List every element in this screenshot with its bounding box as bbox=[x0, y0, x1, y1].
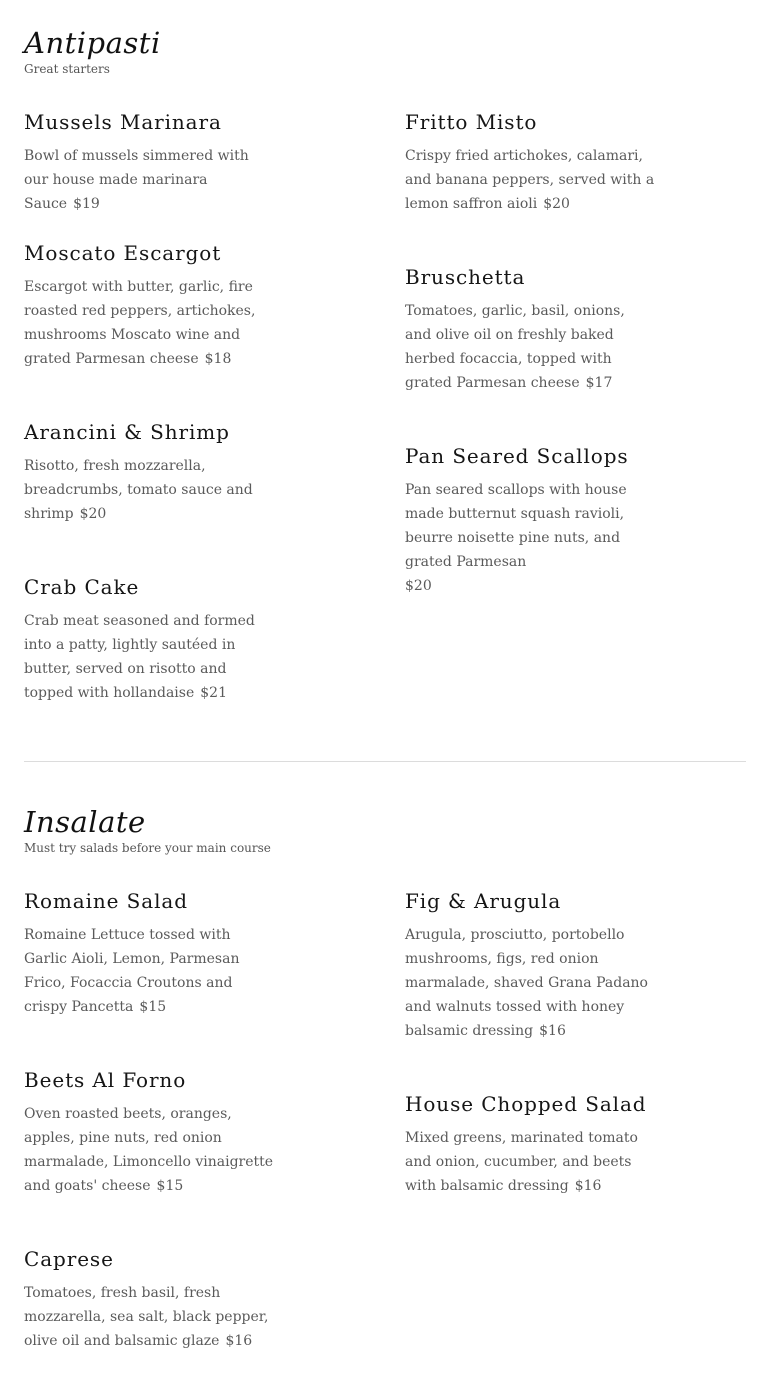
item-name: Fig & Arugula bbox=[405, 889, 562, 913]
item-price: $19 bbox=[73, 196, 100, 212]
item-price: $20 bbox=[405, 578, 432, 594]
item-description: Arugula, prosciutto, portobello mushrooms, figs, red onion marmalade, shaved Grana Padano and walnuts tossed with honey balsamic dressing $16 bbox=[405, 927, 648, 1039]
antipasti-section bbox=[24, 26, 746, 86]
item-description: Romaine Lettuce tossed with Garlic Aioli, Lemon, Parmesan Frico, Focaccia Croutons and crispy Pancetta $15 bbox=[24, 927, 240, 1015]
item-price: $20 bbox=[79, 506, 107, 522]
menu-item bbox=[24, 888, 274, 1019]
item-price: $15 bbox=[139, 999, 167, 1015]
item-name: Moscato Escargot bbox=[24, 241, 222, 265]
item-price: $16 bbox=[539, 1023, 566, 1039]
menu-item bbox=[24, 1246, 274, 1353]
item-description: Crispy fried artichokes, calamari, and banana peppers, served with a lemon saffron aioli $20 bbox=[405, 148, 655, 212]
item-description: Oven roasted beets, oranges, apples, pine nuts, red onion marmalade, Limoncello vinaigrette and goats' cheese $15 bbox=[24, 1106, 274, 1194]
item-name: Fritto Misto bbox=[405, 110, 538, 134]
item-name: Pan Seared Scallops bbox=[405, 444, 629, 468]
menu-item bbox=[405, 109, 655, 216]
item-price: $18 bbox=[204, 351, 232, 367]
item-price: $15 bbox=[156, 1178, 184, 1194]
item-description: Escargot with butter, garlic, fire roasted red peppers, artichokes, mushrooms Moscato wine and grated Parmesan cheese $18 bbox=[24, 279, 256, 367]
item-description: Pan seared scallops with house made butternut squash ravioli, beurre noisette pine nuts, and grated Parmesan $20 bbox=[405, 482, 627, 594]
antipasti-title: Antipasti bbox=[24, 26, 161, 60]
item-name: Bruschetta bbox=[405, 265, 526, 289]
menu-item bbox=[24, 240, 274, 371]
menu-item bbox=[405, 1091, 655, 1198]
item-description: Crab meat seasoned and formed into a patty, lightly sautéed in butter, served on risotto and topped with hollandaise $21 bbox=[24, 613, 255, 701]
item-description: Risotto, fresh mozzarella, breadcrumbs, tomato sauce and shrimp $20 bbox=[24, 458, 253, 522]
item-name: Beets Al Forno bbox=[24, 1068, 187, 1092]
item-price: $16 bbox=[574, 1178, 602, 1194]
item-price: $20 bbox=[543, 196, 570, 212]
menu-item bbox=[24, 109, 274, 216]
item-price: $16 bbox=[225, 1333, 253, 1349]
menu-item bbox=[24, 574, 274, 705]
menu-item bbox=[405, 888, 655, 1043]
item-name: Romaine Salad bbox=[24, 889, 188, 913]
antipasti-subtitle: Great starters bbox=[24, 62, 110, 76]
insalate-subtitle: Must try salads before your main course bbox=[24, 841, 271, 855]
item-name: House Chopped Salad bbox=[405, 1092, 647, 1116]
item-price: $21 bbox=[200, 685, 227, 701]
item-description: Tomatoes, fresh basil, fresh mozzarella, sea salt, black pepper, olive oil and balsamic glaze $16 bbox=[24, 1285, 269, 1349]
item-name: Mussels Marinara bbox=[24, 110, 222, 134]
item-name: Arancini & Shrimp bbox=[24, 420, 230, 444]
item-description: Tomatoes, garlic, basil, onions, and olive oil on freshly baked herbed focaccia, topped with grated Parmesan cheese $17 bbox=[405, 303, 625, 391]
insalate-section bbox=[24, 805, 746, 865]
section-divider bbox=[24, 761, 746, 762]
item-name: Crab Cake bbox=[24, 575, 140, 599]
menu-item bbox=[405, 443, 655, 598]
menu-item bbox=[24, 1067, 274, 1198]
menu-item bbox=[405, 264, 655, 395]
menu-item bbox=[24, 419, 274, 526]
insalate-title: Insalate bbox=[24, 805, 146, 839]
item-description: Mixed greens, marinated tomato and onion, cucumber, and beets with balsamic dressing $16 bbox=[405, 1130, 638, 1194]
item-description: Bowl of mussels simmered with our house made marinara Sauce $19 bbox=[24, 148, 249, 212]
item-name: Caprese bbox=[24, 1247, 114, 1271]
item-price: $17 bbox=[585, 375, 613, 391]
